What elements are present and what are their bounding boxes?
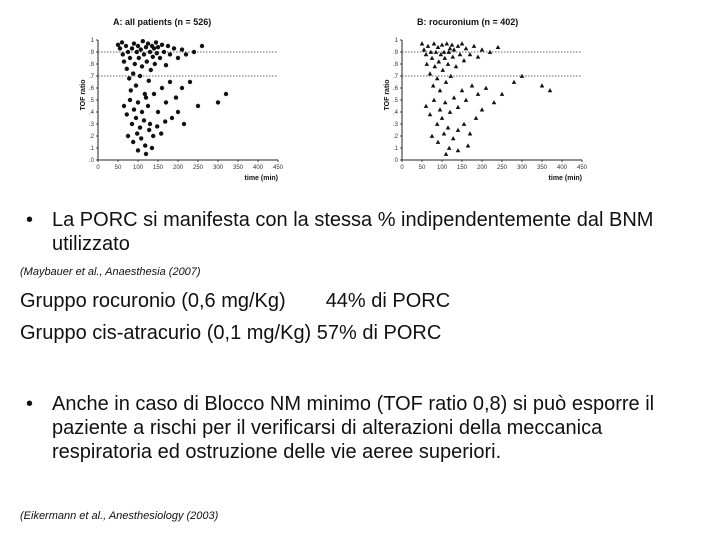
data-point	[148, 122, 152, 126]
data-point	[166, 44, 170, 48]
data-point	[444, 152, 449, 156]
data-point	[156, 45, 160, 49]
data-point	[152, 46, 156, 50]
data-point	[174, 95, 178, 99]
y-axis-label: TOF ratio	[80, 79, 87, 111]
scatter-chart-rocuronium	[382, 10, 662, 185]
data-point	[148, 50, 152, 54]
data-point	[432, 41, 437, 45]
data-point	[120, 40, 124, 44]
y-tick-label: .5	[392, 98, 398, 104]
data-point	[456, 128, 461, 132]
x-tick-label: 150	[456, 165, 468, 171]
data-point	[163, 119, 167, 123]
data-point	[420, 41, 425, 45]
data-point	[480, 47, 485, 51]
data-point	[131, 71, 135, 75]
chart-a-canvas	[78, 10, 358, 185]
group-cis-atracurio: Gruppo cis-atracurio (0,1 mg/Kg) 57% di PORC	[20, 322, 442, 344]
data-point	[431, 83, 436, 87]
chart-b-canvas	[382, 10, 662, 185]
scatter-chart-all-patients	[78, 10, 358, 185]
data-point	[170, 116, 174, 120]
data-point	[125, 112, 129, 116]
data-point	[456, 148, 461, 152]
y-tick-label: .3	[88, 122, 94, 128]
x-tick-label: 0	[96, 165, 100, 171]
data-point	[145, 59, 149, 63]
data-point	[437, 59, 442, 63]
data-point	[153, 62, 157, 66]
data-point	[121, 52, 125, 56]
x-tick-label: 250	[496, 165, 508, 171]
y-tick-label: .6	[392, 86, 398, 92]
data-point	[548, 88, 553, 92]
data-point	[430, 134, 435, 138]
y-tick-label: .6	[88, 86, 94, 92]
data-point	[428, 112, 433, 116]
data-point	[448, 46, 453, 50]
x-tick-label: 50	[418, 165, 426, 171]
data-point	[460, 41, 465, 45]
citation-maybauer: (Maybauer et al., Anaesthesia (2007)	[20, 266, 201, 278]
data-point	[444, 80, 449, 84]
x-tick-label: 0	[400, 165, 404, 171]
data-point	[158, 56, 162, 60]
data-point	[146, 41, 150, 45]
data-point	[147, 128, 151, 132]
data-point	[130, 122, 134, 126]
group-rocuronio-value: 44% di PORC	[325, 290, 451, 312]
y-tick-label: .1	[392, 146, 398, 152]
data-point	[456, 105, 461, 109]
data-point	[451, 136, 456, 140]
data-point	[424, 104, 429, 108]
y-tick-label: .9	[88, 50, 94, 56]
data-point	[450, 43, 455, 47]
data-point	[464, 46, 469, 50]
data-point	[159, 131, 163, 135]
data-point	[432, 98, 437, 102]
data-point	[496, 45, 501, 49]
data-point	[147, 79, 151, 83]
data-point	[443, 56, 448, 60]
data-point	[436, 45, 441, 49]
data-point	[130, 46, 134, 50]
y-tick-label: .5	[88, 98, 94, 104]
data-point	[476, 55, 481, 59]
data-point	[180, 86, 184, 90]
data-point	[184, 52, 188, 56]
data-point	[124, 44, 128, 48]
data-point	[144, 152, 148, 156]
data-point	[160, 86, 164, 90]
data-point	[500, 92, 505, 96]
data-point	[164, 63, 168, 67]
data-point	[126, 50, 130, 54]
data-point	[128, 56, 132, 60]
data-point	[446, 62, 451, 66]
data-point	[462, 122, 467, 126]
data-point	[129, 88, 133, 92]
x-tick-label: 450	[576, 165, 588, 171]
y-tick-label: .0	[88, 158, 94, 164]
data-point	[135, 131, 139, 135]
x-tick-label: 350	[232, 165, 244, 171]
bullet-porc-text: La PORC si manifesta con la stessa % indipendentemente dal BNM utilizzato	[52, 209, 654, 255]
y-tick-label: .8	[88, 62, 94, 68]
data-point	[454, 64, 459, 68]
chart-title: B: rocuronium (n = 402)	[417, 17, 519, 27]
x-tick-label: 300	[212, 165, 224, 171]
data-point	[446, 125, 451, 129]
data-point	[155, 124, 159, 128]
data-point	[438, 107, 443, 111]
y-tick-label: 1	[90, 38, 94, 44]
data-point	[136, 100, 140, 104]
data-point	[452, 47, 457, 51]
data-point	[149, 68, 153, 72]
data-point	[122, 59, 126, 63]
y-tick-label: .2	[88, 134, 94, 140]
data-point	[468, 52, 473, 56]
y-tick-label: .9	[392, 50, 398, 56]
data-point	[472, 44, 477, 48]
data-point	[144, 95, 148, 99]
data-point	[438, 88, 443, 92]
data-point	[512, 80, 517, 84]
data-point	[151, 55, 155, 59]
data-point	[447, 146, 452, 150]
data-point	[196, 104, 200, 108]
data-point	[136, 148, 140, 152]
data-point	[436, 140, 441, 144]
data-point	[134, 83, 138, 87]
y-tick-label: 0	[394, 158, 398, 164]
data-point	[155, 51, 159, 55]
bullet-blocco-nm-text: Anche in caso di Blocco NM minimo (TOF ratio 0,8) si può esporre il paziente a rischi per il verificarsi di alterazioni della meccanica respiratoria ed ostruzione delle vie aeree superiori.	[52, 393, 655, 463]
data-point	[464, 98, 469, 102]
data-point	[164, 100, 168, 104]
data-point	[151, 134, 155, 138]
data-point	[424, 52, 429, 56]
y-tick-label: .8	[392, 62, 398, 68]
x-tick-label: 150	[152, 165, 164, 171]
data-point	[425, 62, 430, 66]
data-point	[492, 100, 497, 104]
data-point	[132, 107, 136, 111]
data-point	[141, 39, 145, 43]
data-point	[468, 131, 473, 135]
citation-eikermann: (Eikermann et al., Anesthesiology (2003)	[20, 510, 219, 522]
data-point	[430, 56, 435, 60]
data-point	[138, 125, 142, 129]
data-point	[440, 43, 445, 47]
data-point	[135, 50, 139, 54]
data-point	[168, 52, 172, 56]
x-tick-label: 300	[516, 165, 528, 171]
data-point	[150, 146, 154, 150]
data-point	[442, 131, 447, 135]
data-point	[176, 110, 180, 114]
x-tick-label: 200	[172, 165, 184, 171]
data-point	[451, 55, 456, 59]
data-point	[137, 56, 141, 60]
data-point	[474, 116, 479, 120]
data-point	[156, 110, 160, 114]
data-point	[126, 134, 130, 138]
data-point	[125, 67, 129, 71]
data-point	[168, 80, 172, 84]
data-point	[428, 71, 433, 75]
x-tick-label: 100	[436, 165, 448, 171]
data-point	[224, 92, 228, 96]
data-point	[127, 76, 131, 80]
data-point	[435, 76, 440, 80]
data-point	[540, 83, 545, 87]
data-point	[443, 100, 448, 104]
y-tick-label: .4	[88, 110, 94, 116]
data-point	[122, 104, 126, 108]
data-point	[139, 136, 143, 140]
x-tick-label: 350	[536, 165, 548, 171]
y-axis-label: TOF ratio	[384, 79, 391, 111]
data-point	[488, 50, 493, 54]
data-point	[434, 50, 439, 54]
data-point	[435, 122, 440, 126]
x-tick-label: 250	[192, 165, 204, 171]
data-point	[452, 95, 457, 99]
data-point	[138, 74, 142, 78]
data-point	[118, 46, 122, 50]
data-point	[146, 104, 150, 108]
data-point	[460, 88, 465, 92]
group-rocuronio	[20, 286, 450, 317]
data-point	[484, 86, 489, 90]
data-point	[176, 56, 180, 60]
x-tick-label: 450	[272, 165, 284, 171]
data-point	[422, 47, 427, 51]
chart-title: A: all patients (n = 526)	[113, 17, 212, 27]
data-point	[426, 44, 431, 48]
data-point	[143, 143, 147, 147]
data-point	[462, 58, 467, 62]
data-point	[200, 44, 204, 48]
y-tick-label: .4	[392, 110, 398, 116]
group-rocuronio-label: Gruppo rocuronio (0,6 mg/Kg)	[20, 290, 286, 312]
y-tick-label: 1	[394, 38, 398, 44]
data-point	[449, 74, 454, 78]
data-point	[480, 107, 485, 111]
bullet-porc	[20, 208, 700, 256]
data-point	[188, 80, 192, 84]
x-tick-label: 100	[132, 165, 144, 171]
x-tick-label: 50	[114, 165, 122, 171]
data-point	[134, 116, 138, 120]
y-tick-label: .2	[392, 134, 398, 140]
data-point	[142, 118, 146, 122]
bullet-blocco-nm	[20, 392, 700, 464]
data-point	[440, 116, 445, 120]
data-point	[192, 50, 196, 54]
x-axis-label: time (min)	[548, 175, 582, 182]
data-point	[133, 62, 137, 66]
data-point	[216, 100, 220, 104]
x-axis-label: time (min)	[244, 175, 278, 182]
data-point	[152, 92, 156, 96]
data-point	[131, 140, 135, 144]
y-tick-label: .3	[392, 122, 398, 128]
data-point	[182, 122, 186, 126]
x-tick-label: 200	[476, 165, 488, 171]
data-point	[433, 64, 438, 68]
data-point	[458, 52, 463, 56]
data-point	[128, 98, 132, 102]
data-point	[136, 44, 140, 48]
data-point	[139, 47, 143, 51]
data-point	[140, 110, 144, 114]
data-point	[162, 50, 166, 54]
data-point	[445, 41, 450, 45]
data-point	[456, 44, 461, 48]
data-point	[470, 83, 475, 87]
data-point	[140, 64, 144, 68]
data-point	[180, 47, 184, 51]
data-point	[154, 40, 158, 44]
data-point	[441, 68, 446, 72]
data-point	[142, 52, 146, 56]
y-tick-label: .7	[88, 74, 94, 80]
x-tick-label: 400	[556, 165, 568, 171]
data-point	[476, 92, 481, 96]
data-point	[172, 46, 176, 50]
y-tick-label: .1	[88, 146, 94, 152]
data-point	[132, 41, 136, 45]
bullet-marker: •	[26, 209, 34, 231]
x-tick-label: 400	[252, 165, 264, 171]
y-tick-label: .7	[392, 74, 398, 80]
bullet-marker: •	[26, 393, 34, 415]
data-point	[160, 43, 164, 47]
data-point	[448, 110, 453, 114]
data-point	[466, 143, 471, 147]
